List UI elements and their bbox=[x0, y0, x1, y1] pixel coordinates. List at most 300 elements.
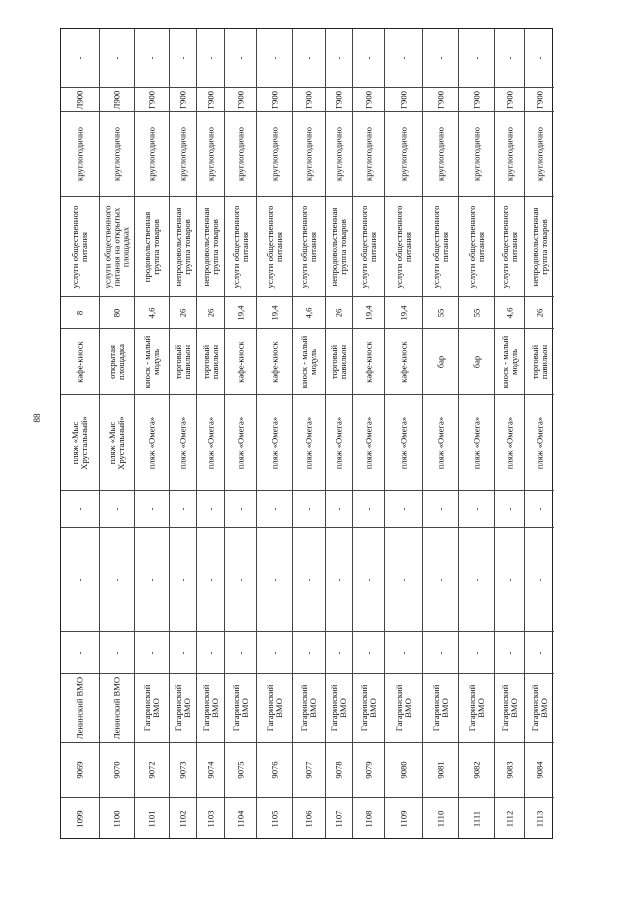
cell-object-type bbox=[423, 328, 458, 394]
cell-text: торговый павильон bbox=[328, 344, 348, 379]
cell-id bbox=[61, 742, 99, 797]
cell-area bbox=[170, 296, 196, 328]
cell-text: пляж «Омега» bbox=[434, 416, 445, 469]
table-row bbox=[134, 29, 169, 838]
table-row bbox=[224, 29, 256, 838]
cell-text: услуги общественного питания bbox=[499, 205, 519, 288]
cell-text: Гагаринский ВМО bbox=[141, 684, 161, 732]
cell-text: круглогодично bbox=[204, 127, 215, 181]
cell-district bbox=[197, 673, 224, 742]
cell-district bbox=[459, 673, 494, 742]
cell-location bbox=[385, 394, 422, 490]
cell-text: 9070 bbox=[111, 761, 122, 779]
cell-id bbox=[257, 742, 292, 797]
cell-col5 bbox=[100, 527, 134, 631]
cell-specialization bbox=[135, 196, 169, 296]
cell-col6 bbox=[293, 490, 325, 527]
cell-text: Г900 bbox=[177, 90, 188, 109]
cell-text: Гагаринский ВМО bbox=[358, 684, 378, 732]
cell-col4 bbox=[257, 631, 292, 673]
cell-object-type bbox=[100, 328, 134, 394]
cell-col4 bbox=[61, 631, 99, 673]
cell-id bbox=[326, 742, 352, 797]
cell-text: - bbox=[470, 651, 481, 654]
cell-text: 55 bbox=[470, 308, 481, 317]
cell-text: Г900 bbox=[362, 90, 373, 109]
cell-col6 bbox=[197, 490, 224, 527]
cell-district bbox=[385, 673, 422, 742]
cell-text: 4,6 bbox=[146, 307, 157, 318]
cell-text: - bbox=[503, 578, 514, 581]
cell-col13 bbox=[459, 29, 494, 87]
cell-text: - bbox=[146, 578, 157, 581]
table-row bbox=[196, 29, 224, 838]
cell-no bbox=[385, 797, 422, 840]
cell-text: 1112 bbox=[503, 810, 514, 828]
cell-text: - bbox=[533, 651, 544, 654]
cell-col4 bbox=[293, 631, 325, 673]
cell-code bbox=[61, 87, 99, 111]
cell-text: 1103 bbox=[204, 810, 215, 828]
cell-code bbox=[525, 87, 554, 111]
cell-text: бар bbox=[470, 355, 481, 368]
cell-text: круглогодично bbox=[333, 127, 344, 181]
cell-text: пляж «Омега» bbox=[303, 416, 314, 469]
cell-location bbox=[525, 394, 554, 490]
table-row bbox=[99, 29, 134, 838]
cell-text: круглогодично bbox=[470, 127, 481, 181]
cell-text: круглогодично bbox=[533, 127, 544, 181]
cell-no bbox=[495, 797, 524, 840]
cell-col5 bbox=[326, 527, 352, 631]
table-row bbox=[352, 29, 384, 838]
cell-text: 26 bbox=[204, 308, 215, 317]
cell-col13 bbox=[423, 29, 458, 87]
cell-object-type bbox=[197, 328, 224, 394]
cell-col5 bbox=[423, 527, 458, 631]
cell-text: 9084 bbox=[533, 761, 544, 779]
cell-object-type bbox=[385, 328, 422, 394]
cell-no bbox=[459, 797, 494, 840]
cell-text: круглогодично bbox=[503, 127, 514, 181]
cell-text: 1109 bbox=[397, 810, 408, 828]
cell-text: круглогодично bbox=[111, 127, 122, 181]
cell-col6 bbox=[135, 490, 169, 527]
cell-code bbox=[225, 87, 256, 111]
cell-text: круглогодично bbox=[434, 127, 445, 181]
cell-object-type bbox=[525, 328, 554, 394]
table-row bbox=[325, 29, 352, 838]
cell-text: услуги общественного питания bbox=[430, 205, 450, 288]
cell-text: киоск - малый модуль bbox=[141, 335, 161, 388]
cell-text: - bbox=[111, 651, 122, 654]
cell-text: - bbox=[234, 56, 245, 60]
cell-no bbox=[197, 797, 224, 840]
cell-text: Г900 bbox=[333, 90, 344, 109]
cell-district bbox=[135, 673, 169, 742]
cell-text: - bbox=[204, 578, 215, 581]
cell-col4 bbox=[525, 631, 554, 673]
cell-text: - bbox=[434, 578, 445, 581]
cell-text: пляж «Омега» bbox=[362, 416, 373, 469]
cell-text: пляж «Омега» bbox=[204, 416, 215, 469]
cell-code bbox=[423, 87, 458, 111]
cell-text: - bbox=[204, 507, 215, 511]
cell-text: услуги общественного питания bbox=[298, 205, 318, 288]
cell-text: 9083 bbox=[503, 761, 514, 779]
cell-code bbox=[293, 87, 325, 111]
cell-period bbox=[61, 111, 99, 196]
cell-text: непродовольственная группа товаров bbox=[172, 207, 192, 286]
cell-col6 bbox=[385, 490, 422, 527]
table-row bbox=[61, 29, 99, 838]
table-row bbox=[384, 29, 422, 838]
cell-text: - bbox=[111, 507, 122, 511]
cell-text: Гагаринский ВМО bbox=[200, 684, 220, 732]
cell-text: Г900 bbox=[303, 90, 314, 109]
cell-col5 bbox=[353, 527, 384, 631]
cell-period bbox=[293, 111, 325, 196]
cell-id bbox=[423, 742, 458, 797]
cell-no bbox=[170, 797, 196, 840]
cell-no bbox=[353, 797, 384, 840]
cell-code bbox=[257, 87, 292, 111]
cell-location bbox=[135, 394, 169, 490]
cell-district bbox=[353, 673, 384, 742]
cell-text: пляж «Мыс Хрустальный» bbox=[69, 415, 89, 470]
cell-period bbox=[459, 111, 494, 196]
cell-area bbox=[495, 296, 524, 328]
cell-location bbox=[197, 394, 224, 490]
cell-text: - bbox=[204, 56, 215, 60]
cell-text: открытая площадка bbox=[106, 343, 126, 380]
cell-text: 9075 bbox=[234, 761, 245, 779]
cell-id bbox=[293, 742, 325, 797]
cell-text: круглогодично bbox=[397, 127, 408, 181]
cell-object-type bbox=[293, 328, 325, 394]
cell-text: - bbox=[177, 578, 188, 581]
cell-specialization bbox=[100, 196, 134, 296]
cell-text: - bbox=[434, 507, 445, 511]
cell-text: 26 bbox=[533, 308, 544, 317]
cell-location bbox=[353, 394, 384, 490]
cell-text: пляж «Омега» bbox=[503, 416, 514, 469]
cell-col4 bbox=[225, 631, 256, 673]
cell-text: - bbox=[74, 651, 85, 654]
cell-text: 1113 bbox=[533, 810, 544, 828]
cell-col13 bbox=[525, 29, 554, 87]
cell-text: - bbox=[146, 56, 157, 60]
cell-no bbox=[100, 797, 134, 840]
cell-location bbox=[326, 394, 352, 490]
cell-col13 bbox=[100, 29, 134, 87]
cell-id bbox=[385, 742, 422, 797]
cell-location bbox=[495, 394, 524, 490]
cell-code bbox=[100, 87, 134, 111]
cell-text: круглогодично bbox=[268, 127, 279, 181]
cell-specialization bbox=[495, 196, 524, 296]
table-row bbox=[458, 29, 494, 838]
cell-period bbox=[385, 111, 422, 196]
cell-text: - bbox=[303, 651, 314, 654]
cell-location bbox=[293, 394, 325, 490]
cell-text: - bbox=[434, 56, 445, 60]
cell-text: 9078 bbox=[333, 761, 344, 779]
cell-object-type bbox=[459, 328, 494, 394]
cell-text: пляж «Омега» bbox=[333, 416, 344, 469]
cell-col5 bbox=[197, 527, 224, 631]
cell-text: - bbox=[177, 651, 188, 654]
cell-col13 bbox=[61, 29, 99, 87]
cell-period bbox=[170, 111, 196, 196]
cell-text: Г900 bbox=[204, 90, 215, 109]
cell-text: продовольственная группа товаров bbox=[141, 211, 161, 282]
cell-text: - bbox=[503, 56, 514, 60]
cell-object-type bbox=[135, 328, 169, 394]
cell-district bbox=[257, 673, 292, 742]
cell-text: услуги общественного питания bbox=[264, 205, 284, 288]
cell-area bbox=[293, 296, 325, 328]
cell-text: непродовольственная группа товаров bbox=[200, 207, 220, 286]
cell-specialization bbox=[293, 196, 325, 296]
cell-text: - bbox=[362, 651, 373, 654]
cell-text: Гагаринский ВМО bbox=[393, 684, 413, 732]
cell-text: - bbox=[303, 56, 314, 60]
cell-text: кафе-киоск bbox=[234, 340, 245, 383]
cell-text: - bbox=[503, 507, 514, 511]
cell-text: 1106 bbox=[303, 810, 314, 828]
cell-col6 bbox=[225, 490, 256, 527]
cell-text: 9073 bbox=[177, 761, 188, 779]
cell-specialization bbox=[197, 196, 224, 296]
cell-text: - bbox=[234, 651, 245, 654]
cell-text: 55 bbox=[434, 308, 445, 317]
cell-no bbox=[293, 797, 325, 840]
cell-district bbox=[100, 673, 134, 742]
cell-col13 bbox=[257, 29, 292, 87]
cell-location bbox=[61, 394, 99, 490]
cell-text: Г900 bbox=[268, 90, 279, 109]
cell-code bbox=[197, 87, 224, 111]
cell-code bbox=[495, 87, 524, 111]
cell-col4 bbox=[423, 631, 458, 673]
cell-text: пляж «Омега» bbox=[533, 416, 544, 469]
cell-text: Гагаринский ВМО bbox=[328, 684, 348, 732]
cell-col5 bbox=[257, 527, 292, 631]
cell-col4 bbox=[326, 631, 352, 673]
cell-text: Гагаринский ВМО bbox=[499, 684, 519, 732]
cell-col13 bbox=[135, 29, 169, 87]
cell-text: Гагаринский ВМО bbox=[430, 684, 450, 732]
cell-col5 bbox=[495, 527, 524, 631]
cell-no bbox=[61, 797, 99, 840]
cell-area bbox=[135, 296, 169, 328]
cell-location bbox=[225, 394, 256, 490]
cell-text: кафе-киоск bbox=[74, 340, 85, 383]
cell-code bbox=[326, 87, 352, 111]
cell-specialization bbox=[61, 196, 99, 296]
cell-code bbox=[385, 87, 422, 111]
cell-object-type bbox=[257, 328, 292, 394]
cell-object-type bbox=[170, 328, 196, 394]
cell-text: 9076 bbox=[268, 761, 279, 779]
cell-text: услуги общественного питания bbox=[358, 205, 378, 288]
cell-area bbox=[61, 296, 99, 328]
cell-col4 bbox=[197, 631, 224, 673]
cell-text: - bbox=[333, 507, 344, 511]
table-row bbox=[169, 29, 196, 838]
cell-text: - bbox=[533, 56, 544, 60]
cell-district bbox=[225, 673, 256, 742]
cell-text: пляж «Омега» bbox=[268, 416, 279, 469]
cell-text: Г900 bbox=[533, 90, 544, 109]
cell-text: 4,6 bbox=[303, 307, 314, 318]
cell-area bbox=[100, 296, 134, 328]
cell-no bbox=[326, 797, 352, 840]
cell-text: 1108 bbox=[362, 810, 373, 828]
cell-code bbox=[459, 87, 494, 111]
cell-text: - bbox=[303, 507, 314, 511]
cell-text: 80 bbox=[111, 308, 122, 317]
cell-text: услуги общественного питания bbox=[69, 205, 89, 288]
cell-text: Ленинский ВМО bbox=[74, 676, 85, 740]
cell-col4 bbox=[135, 631, 169, 673]
cell-text: 26 bbox=[177, 308, 188, 317]
cell-text: - bbox=[333, 578, 344, 581]
cell-object-type bbox=[326, 328, 352, 394]
cell-text: непродовольственная группа товаров bbox=[529, 207, 549, 286]
cell-text: Г900 bbox=[146, 90, 157, 109]
cell-text: круглогодично bbox=[234, 127, 245, 181]
cell-no bbox=[225, 797, 256, 840]
cell-col6 bbox=[423, 490, 458, 527]
cell-district bbox=[293, 673, 325, 742]
cell-col4 bbox=[353, 631, 384, 673]
cell-district bbox=[170, 673, 196, 742]
cell-text: услуги общественного питания bbox=[393, 205, 413, 288]
cell-col4 bbox=[459, 631, 494, 673]
cell-district bbox=[326, 673, 352, 742]
cell-col4 bbox=[170, 631, 196, 673]
cell-id bbox=[525, 742, 554, 797]
cell-text: торговый павильон bbox=[172, 344, 192, 379]
cell-col6 bbox=[525, 490, 554, 527]
cell-col4 bbox=[100, 631, 134, 673]
cell-object-type bbox=[495, 328, 524, 394]
cell-text: пляж «Мыс Хрустальный» bbox=[106, 415, 126, 470]
cell-col5 bbox=[525, 527, 554, 631]
cell-text: - bbox=[533, 578, 544, 581]
cell-no bbox=[257, 797, 292, 840]
table-row bbox=[422, 29, 458, 838]
cell-specialization bbox=[385, 196, 422, 296]
cell-text: киоск - малый модуль bbox=[499, 335, 519, 388]
cell-id bbox=[459, 742, 494, 797]
cell-period bbox=[495, 111, 524, 196]
cell-text: - bbox=[333, 56, 344, 60]
cell-text: Гагаринский ВМО bbox=[298, 684, 318, 732]
cell-text: торговый павильон bbox=[529, 344, 549, 379]
table-row bbox=[524, 29, 554, 838]
cell-text: Л900 bbox=[111, 90, 122, 109]
cell-text: 9077 bbox=[303, 761, 314, 779]
cell-text: пляж «Омега» bbox=[397, 416, 408, 469]
table-row bbox=[292, 29, 325, 838]
cell-text: - bbox=[268, 56, 279, 60]
cell-text: - bbox=[268, 578, 279, 581]
cell-text: 4,6 bbox=[503, 307, 514, 318]
cell-text: 19,4 bbox=[397, 304, 408, 321]
cell-col4 bbox=[385, 631, 422, 673]
cell-location bbox=[100, 394, 134, 490]
cell-text: - bbox=[74, 56, 85, 60]
cell-col13 bbox=[495, 29, 524, 87]
cell-text: - bbox=[533, 507, 544, 511]
cell-period bbox=[257, 111, 292, 196]
cell-period bbox=[353, 111, 384, 196]
cell-object-type bbox=[61, 328, 99, 394]
cell-text: торговый павильон bbox=[200, 344, 220, 379]
data-table bbox=[60, 28, 553, 839]
cell-district bbox=[61, 673, 99, 742]
cell-col6 bbox=[100, 490, 134, 527]
cell-text: 1099 bbox=[74, 810, 85, 828]
cell-id bbox=[495, 742, 524, 797]
cell-text: - bbox=[111, 56, 122, 60]
cell-district bbox=[423, 673, 458, 742]
cell-text: Г900 bbox=[470, 90, 481, 109]
cell-no bbox=[135, 797, 169, 840]
cell-period bbox=[326, 111, 352, 196]
cell-text: - bbox=[362, 578, 373, 581]
cell-text: - bbox=[111, 578, 122, 581]
cell-object-type bbox=[353, 328, 384, 394]
cell-col13 bbox=[293, 29, 325, 87]
cell-text: Гагаринский ВМО bbox=[529, 684, 549, 732]
cell-area bbox=[525, 296, 554, 328]
cell-text: бар bbox=[434, 355, 445, 368]
cell-id bbox=[170, 742, 196, 797]
cell-text: - bbox=[397, 507, 408, 511]
cell-id bbox=[135, 742, 169, 797]
cell-text: круглогодично bbox=[303, 127, 314, 181]
cell-text: - bbox=[204, 651, 215, 654]
cell-location bbox=[423, 394, 458, 490]
cell-text: непродовольственная группа товаров bbox=[328, 207, 348, 286]
cell-area bbox=[225, 296, 256, 328]
cell-area bbox=[459, 296, 494, 328]
cell-col13 bbox=[225, 29, 256, 87]
cell-text: киоск - малый модуль bbox=[298, 335, 318, 388]
cell-col13 bbox=[353, 29, 384, 87]
cell-text: - bbox=[470, 578, 481, 581]
cell-area bbox=[353, 296, 384, 328]
cell-text: 9074 bbox=[204, 761, 215, 779]
cell-text: 9072 bbox=[146, 761, 157, 779]
cell-text: 8 bbox=[74, 310, 85, 315]
cell-col5 bbox=[293, 527, 325, 631]
cell-specialization bbox=[257, 196, 292, 296]
cell-id bbox=[225, 742, 256, 797]
cell-period bbox=[135, 111, 169, 196]
cell-text: пляж «Омега» bbox=[177, 416, 188, 469]
cell-area bbox=[197, 296, 224, 328]
cell-col5 bbox=[225, 527, 256, 631]
cell-col6 bbox=[459, 490, 494, 527]
cell-col13 bbox=[385, 29, 422, 87]
cell-text: - bbox=[268, 507, 279, 511]
cell-text: 19,4 bbox=[234, 304, 245, 321]
